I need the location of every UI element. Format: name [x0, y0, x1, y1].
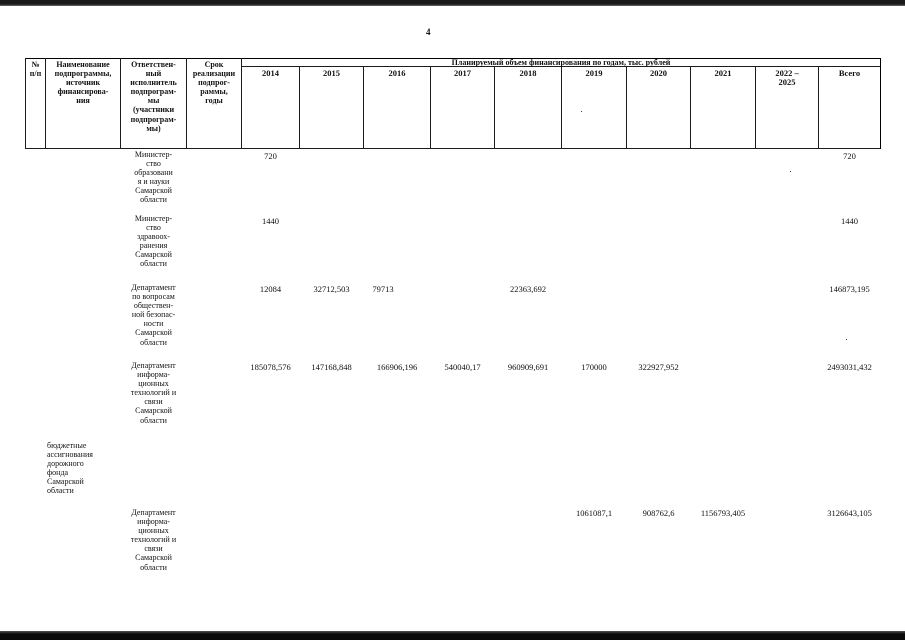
cell-2014: 720 — [264, 151, 277, 161]
year-2017: 2017 — [454, 68, 471, 78]
scan-speck — [581, 111, 582, 112]
cell-total: 3126643,105 — [827, 508, 872, 518]
cell-2015: 32712,503 — [313, 284, 350, 294]
col-border — [299, 66, 300, 149]
year-2020: 2020 — [650, 68, 667, 78]
row-executor: Министер- ство образовани я и науки Самарской области — [134, 150, 173, 205]
year-2015: 2015 — [323, 68, 340, 78]
cell-2019: 1061087,1 — [575, 508, 613, 518]
col-border — [626, 66, 627, 149]
cell-2020: 908762,6 — [642, 508, 675, 518]
year-2021: 2021 — [714, 68, 732, 78]
cell-2014: 12084 — [259, 284, 282, 294]
year-2022-2025: 2022 – 2025 — [775, 68, 799, 88]
col-border — [494, 66, 495, 149]
col-border — [561, 66, 562, 149]
row-executor: Департамент по вопросам обществен- ной безопас- ности Самарской области — [131, 283, 176, 347]
col-border — [690, 66, 691, 149]
year-total: Всего — [838, 68, 861, 78]
scan-border-bottom — [0, 631, 905, 640]
cell-total: 146873,195 — [829, 284, 870, 294]
page-number: 4 — [426, 27, 431, 37]
col-border — [363, 66, 364, 149]
scan-speck — [846, 339, 847, 340]
year-2014: 2014 — [262, 68, 279, 78]
col-border — [430, 66, 431, 149]
cell-total: 1440 — [841, 216, 858, 226]
source-label: бюджетные ассигнования дорожного фонда Самарской области — [47, 441, 93, 496]
cell-2019: 170000 — [581, 362, 607, 372]
cell-2014: 1440 — [262, 216, 279, 226]
year-2019: 2019 — [585, 68, 603, 78]
row-executor: Департамент информа- ционных технологий и связи Самарской области — [130, 361, 177, 425]
cell-2016: 166906,196 — [376, 362, 418, 372]
cell-2017: 540040,17 — [444, 362, 481, 372]
year-2016: 2016 — [388, 68, 406, 78]
header-responsible: Ответствен- ный исполнитель подпрограм- мы (участники подпрограм- мы) — [130, 60, 177, 133]
header-planned-volume: Планируемый объем финансирования по годам, тыс. рублей — [451, 58, 671, 67]
header-name: Наименование подпрограммы, источник финансирова- ния — [54, 60, 112, 106]
cell-2015: 147168,848 — [311, 362, 352, 372]
cell-2014: 185078,576 — [250, 362, 291, 372]
cell-2021: 1156793,405 — [700, 508, 746, 518]
row-executor: Департамент информа- ционных технологий и связи Самарской области — [130, 508, 177, 572]
header-bottom-border — [25, 148, 881, 149]
header-term: Срок реализации подпрог- раммы, годы — [192, 60, 236, 106]
scan-speck — [790, 171, 791, 172]
year-2018: 2018 — [519, 68, 537, 78]
header-no: № п/п — [29, 60, 42, 79]
cell-2016: 79713 — [372, 284, 394, 294]
cell-2020: 322927,952 — [638, 362, 679, 372]
cell-2018: 22363,692 — [509, 284, 547, 294]
cell-total: 720 — [843, 151, 856, 161]
cell-total: 2493031,432 — [827, 362, 872, 372]
cell-2018: 960909,691 — [507, 362, 549, 372]
row-executor: Министер- ство здравоох- ранения Самарской области — [134, 214, 173, 269]
scan-border-top — [0, 0, 905, 6]
